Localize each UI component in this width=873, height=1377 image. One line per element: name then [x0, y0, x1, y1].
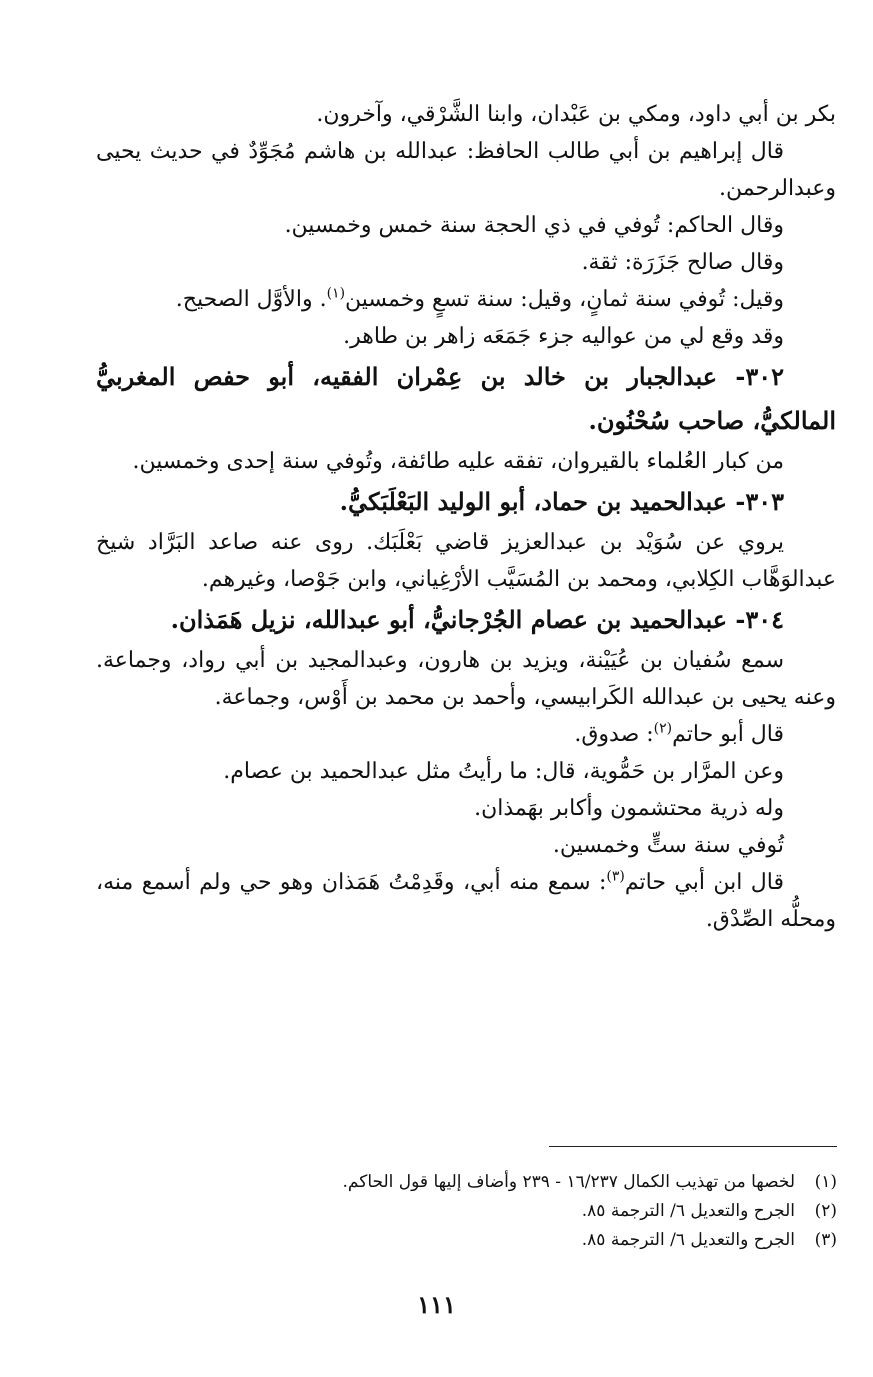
entry-heading-304: ٣٠٤- عبدالحميد بن عصام الجُرْجانيُّ، أبو عبدالله، نزيل هَمَذان. [170, 605, 784, 634]
footnote-text: الجرح والتعديل ٦/ الترجمة ٨٥. [581, 1201, 795, 1221]
paragraph: يروي عن سُوَيْد بن عبدالعزيز قاضي بَعْلَبَك. روى عنه صاعد البَرَّاد شيخ عبدالوَهَّاب الكِلابي، ومحمد بن المُسَيَّب الأرْغِياني، وابن جَوْصا، وغيرهم. [96, 530, 836, 592]
paragraph: سمع سُفيان بن عُيَيْنة، ويزيد بن هارون، وعبدالمجيد بن أبي رواد، وجماعة. وعنه يحيى بن عبدالله الكَرابيسي، وأحمد بن محمد بن أَوْس، وجماعة. [96, 648, 836, 710]
paragraph: من كبار العُلماء بالقيروان، تفقه عليه طائفة، وتُوفي سنة إحدى وخمسين. [132, 449, 784, 474]
paragraph: تُوفي سنة ستٍّ وخمسين. [552, 833, 784, 858]
paragraph: وقال صالح جَزَرَة: ثقة. [581, 250, 784, 275]
footnote-reference: (٣) [606, 868, 625, 885]
footnote-1 [137, 1168, 837, 1197]
footnote-reference: (١) [326, 285, 346, 302]
paragraph: وعن المرَّار بن حَمُّوية، قال: ما رأيتُ مثل عبدالحميد بن عصام. [223, 759, 784, 784]
paragraph-text: قال أبو حاتم [672, 722, 784, 747]
paragraph-text: : صدوق. [574, 722, 654, 747]
main-text-block [96, 96, 836, 938]
paragraph-with-footnote [96, 281, 836, 318]
footnote-text: لخصها من تهذيب الكمال ١٦/٢٣٧ - ٢٣٩ وأضاف إليها قول الحاكم. [342, 1172, 795, 1192]
paragraph-text: : سمع منه أبي، وقَدِمْتُ هَمَذان وهو حي ولم أسمع منه، ومحلُّه الصِّدْق. [96, 870, 836, 932]
paragraph-text: قال ابن أبي حاتم [624, 870, 784, 895]
paragraph-with-footnote [96, 716, 836, 753]
footnote-number: (٣) [814, 1230, 837, 1250]
footnote-3 [137, 1226, 837, 1255]
footnote-reference: (٢) [653, 720, 673, 737]
footnotes-section [137, 1168, 837, 1255]
footnote-text: الجرح والتعديل ٦/ الترجمة ٨٥. [581, 1230, 795, 1250]
footnote-number: (٢) [814, 1201, 837, 1221]
paragraph: قال إبراهيم بن أبي طالب الحافظ: عبدالله بن هاشم مُجَوِّدٌ في حديث يحيى وعبدالرحمن. [96, 139, 836, 201]
paragraph: وله ذرية محتشمون وأكابر بهَمذان. [474, 796, 784, 821]
footnote-number: (١) [814, 1172, 837, 1192]
footnote-divider [549, 1146, 837, 1147]
paragraph-text: وقيل: تُوفي سنة ثمانٍ، وقيل: سنة تسعٍ وخمسين [345, 287, 784, 312]
entry-heading-303: ٣٠٣- عبدالحميد بن حماد، أبو الوليد البَعْلَبَكيُّ. [339, 487, 784, 516]
page-number: ١١١ [417, 1290, 456, 1319]
entry-heading-302: ٣٠٢- عبدالجبار بن خالد بن عِمْران الفقيه، أبو حفص المغربيُّ المالكيُّ، صاحب سُحْنُون. [96, 362, 836, 435]
paragraph: وقال الحاكم: تُوفي في ذي الحجة سنة خمس وخمسين. [284, 213, 784, 238]
paragraph-text: . والأوَّل الصحيح. [175, 287, 327, 312]
paragraph: وقد وقع لي من عواليه جزء جَمَعَه زاهر بن طاهر. [343, 324, 784, 349]
paragraph-continuation: بكر بن أبي داود، ومكي بن عَبْدان، وابنا الشَّرْقي، وآخرون. [316, 102, 836, 127]
footnote-2 [137, 1197, 837, 1226]
paragraph-with-footnote [96, 864, 836, 938]
